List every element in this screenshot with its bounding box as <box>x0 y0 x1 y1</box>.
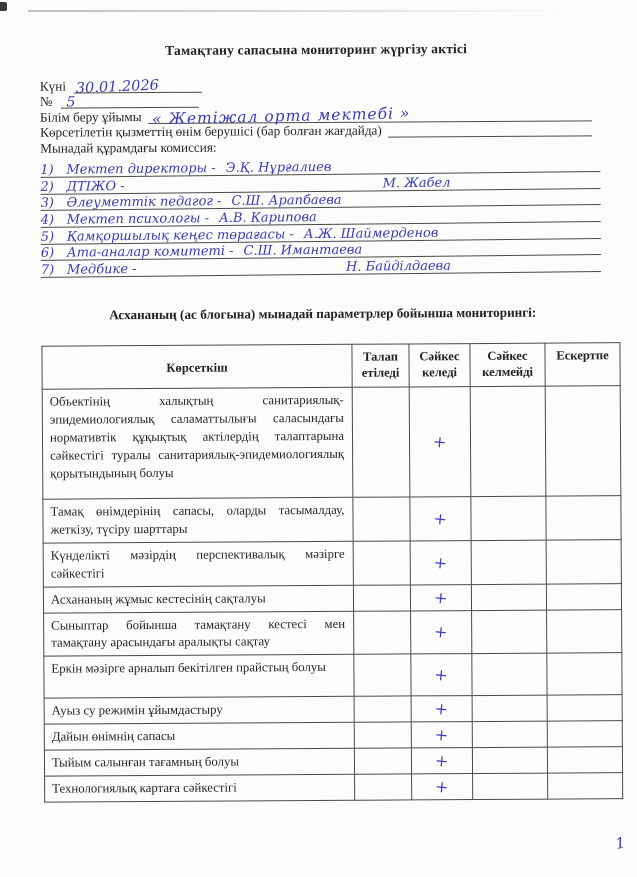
complies-cell <box>411 696 472 722</box>
indicator-cell: Тамақ өнімдерінің сапасы, оларды тасымалдау, жеткізу, түсіру шарттары <box>43 497 353 543</box>
handwritten-plus-mark: + <box>433 664 450 686</box>
required-cell <box>353 497 410 541</box>
handwritten-plus-mark: + <box>433 587 449 608</box>
commission-member-name: М. Жабел <box>382 174 451 191</box>
table-row <box>43 583 621 612</box>
commission-member-role: Ата-аналар комитеті - <box>66 244 234 261</box>
handwritten-plus-mark: + <box>434 750 450 771</box>
not-complies-cell <box>471 584 546 610</box>
commission-member-name: Э.Қ. Нұрғалиев <box>225 159 332 176</box>
commission-member-role: Медбике - <box>66 261 137 278</box>
commission-member-number: 3) <box>40 195 54 211</box>
not-complies-cell <box>470 386 546 496</box>
required-cell <box>355 774 412 800</box>
column-header-indicator: Көрсеткіш <box>42 344 352 389</box>
complies-cell <box>410 584 471 610</box>
complies-cell <box>411 722 472 748</box>
header-fields <box>40 74 592 155</box>
note-cell <box>545 386 621 496</box>
commission-intro-label: Мынадай құрамдағы комиссия: <box>40 139 217 156</box>
number-underline <box>60 93 198 109</box>
commission-member-role: ДТІЖО - <box>66 178 125 195</box>
required-cell <box>353 585 410 611</box>
table-row <box>44 609 622 656</box>
commission-member-name: А.В. Карипова <box>218 209 317 226</box>
complies-cell <box>411 610 472 654</box>
complies-cell <box>410 540 471 584</box>
note-cell <box>547 653 622 695</box>
indicator-cell: Объектінің халықтың санитариялық-эпидемиологиялық саламаттылығы саласындағы нормативтік құқықтық актілердің талаптарына сәйкестігі туралы санитариялық-эпидемиологиялық қорытындының болуы <box>42 387 353 499</box>
required-cell <box>354 654 411 696</box>
complies-cell <box>410 497 471 541</box>
indicator-cell: Ауыз су режимін ұйымдастыру <box>44 697 354 725</box>
date-label: Күні <box>39 78 67 94</box>
commission-list <box>40 156 601 276</box>
required-cell <box>354 722 411 748</box>
date-handwritten-value: 30.01.2026 <box>75 77 160 97</box>
handwritten-plus-mark: + <box>433 622 449 643</box>
not-complies-cell <box>473 773 548 799</box>
indicator-cell: Технологиялық картаға сәйкестігі <box>45 774 355 802</box>
commission-member-number: 2) <box>40 179 54 195</box>
handwritten-plus-mark: + <box>433 552 449 573</box>
handwritten-plus-mark: + <box>434 724 450 746</box>
column-header-note: Ескертпе <box>545 343 620 386</box>
organization-handwritten-value: « Жетіжал орта мектебі » <box>151 103 411 129</box>
indicator-cell: Дайын өнімнің сапасы <box>44 723 354 751</box>
commission-member-number: 1) <box>40 162 54 178</box>
table-row <box>44 747 622 776</box>
organization-label: Білім беру ұйымы <box>39 108 142 125</box>
complies-cell <box>411 654 472 696</box>
note-cell <box>547 695 622 721</box>
commission-member-number: 5) <box>40 229 55 245</box>
note-cell <box>547 609 622 653</box>
table-header-row <box>42 343 620 390</box>
note-cell <box>548 773 623 799</box>
note-cell <box>547 721 622 747</box>
table-row <box>44 721 622 750</box>
table-row <box>43 496 621 543</box>
not-complies-cell <box>472 653 547 695</box>
not-complies-cell <box>471 540 546 584</box>
indicator-cell: Еркін мәзірге арналып бекітілген прайстың болуы <box>44 655 354 699</box>
not-complies-cell <box>472 695 547 721</box>
handwritten-plus-mark: + <box>434 776 450 797</box>
indicator-cell: Асхананың жұмыс кестесінің сақталуы <box>43 585 353 613</box>
commission-member-name: А.Ж. Шаймерденов <box>303 225 439 242</box>
monitoring-table <box>41 342 623 803</box>
required-cell <box>354 610 411 654</box>
not-complies-cell <box>472 721 547 747</box>
commission-member-role: Мектеп психологы - <box>66 210 210 228</box>
table-row <box>43 539 621 586</box>
handwritten-plus-mark: + <box>432 508 449 529</box>
handwritten-page-number: 1 <box>614 833 628 853</box>
column-header-complies: Сәйкес келеді <box>409 344 470 387</box>
required-cell <box>354 748 411 774</box>
date-underline <box>74 77 202 97</box>
commission-intro-line <box>40 137 592 156</box>
table-row <box>44 695 622 724</box>
document-title: Тамақтану сапасына мониторинг жүргізу актісі <box>165 41 468 58</box>
table-row <box>42 386 621 500</box>
note-cell <box>546 496 621 540</box>
indicator-cell: Күнделікті мәзірдің перспективалық мәзірге сәйкестігі <box>43 541 353 587</box>
handwritten-plus-mark: + <box>434 698 450 720</box>
commission-member-number: 7) <box>40 262 55 278</box>
handwritten-plus-mark: + <box>432 431 448 452</box>
commission-member-number: 4) <box>40 212 55 228</box>
not-complies-cell <box>472 610 547 654</box>
note-cell <box>547 747 622 773</box>
column-header-not-complies: Сәйкес келмейді <box>470 343 545 386</box>
note-cell <box>546 539 621 583</box>
number-handwritten-value: 5 <box>66 94 76 111</box>
complies-cell <box>412 774 473 800</box>
note-cell <box>546 583 621 609</box>
monitoring-section-heading: Асхананың (ас блогына) мынадай параметрлер бойынша мониторингі: <box>109 304 537 323</box>
commission-member-number: 6) <box>40 245 55 262</box>
not-complies-cell <box>472 747 547 773</box>
commission-member-name: Н. Байділдаева <box>345 258 452 275</box>
table-row <box>45 773 623 803</box>
column-header-required: Талап етіледі <box>352 344 409 387</box>
complies-cell <box>411 748 472 774</box>
commission-member-role: Әлеуметтік педагог - <box>66 194 222 211</box>
indicator-cell: Сыныптар бойынша тамақтану кестесі мен тамақтану арасындағы аралықты сақтау <box>44 611 354 657</box>
number-label: № <box>39 93 53 109</box>
supplier-label: Көрсетілетін қызметтің өнім берушісі (бар болған жағдайда) <box>40 122 382 141</box>
commission-member-role: Мектеп директоры - <box>66 160 216 178</box>
complies-cell <box>409 387 471 497</box>
indicator-cell: Тыйым салынған тағамның болуы <box>44 748 354 776</box>
required-cell <box>354 696 411 722</box>
commission-member-role: Қамқоршылық кеңес төрағасы - <box>66 226 294 245</box>
commission-member-name: С.Ш. Имантаева <box>243 242 363 259</box>
required-cell <box>353 541 410 585</box>
table-row <box>44 653 622 699</box>
commission-member-name: С.Ш. Арапбаева <box>231 192 342 209</box>
required-cell <box>352 387 410 497</box>
not-complies-cell <box>471 496 546 540</box>
organization-underline <box>148 103 593 129</box>
